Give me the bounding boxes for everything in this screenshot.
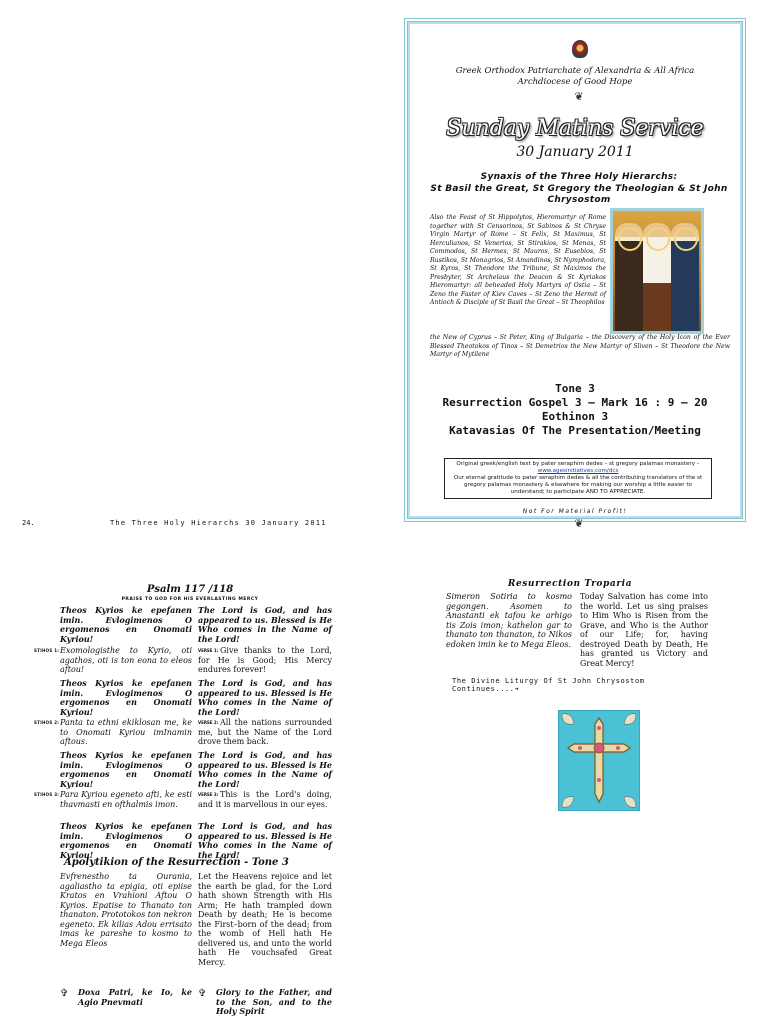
- three-hierarchs-icon: [610, 208, 704, 334]
- patriarchate-line-1: Greek Orthodox Patriarchate of Alexandria & All Africa: [455, 66, 695, 76]
- apolytikion-english: Let the Heavens rejoice and let the earth be glad, for the Lord hath shown Strength with His Arm; He hath trampled down Death by death; He is become the First–born of the dead; from the womb of Hell hath He delivered us, and unto the world hath He vouchsafed Great Mercy.: [198, 872, 332, 967]
- not-for-profit-label: Not For Material Profit!: [522, 508, 628, 515]
- refrain-greek: Theos Kyrios ke epefanen imin. Evlogimenos O ergomenos en Onomati Kyriou!: [60, 821, 192, 860]
- saint-figure-icon: [615, 223, 643, 331]
- glory-english: Glory to the Father, and to the Son, and to the Holy Spirit: [216, 987, 332, 1016]
- verse-english: Give thanks to the Lord, for He is Good; His Mercy endures forever!: [198, 646, 332, 674]
- refrain-greek: Theos Kyrios ke epefanen imin. Evlogimenos O ergomenos en Onomati Kyriou!: [60, 605, 192, 644]
- running-title: The Three Holy Hierarchs 30 January 2011: [110, 519, 327, 527]
- flourish-icon: ❦: [574, 90, 584, 103]
- credits-line-2: Our eternal gratitude to pater seraphim dedes & all the contributing translators of the st gregory palamas monastery & elsewhere for making our worship a little easier to understand; to participate AND TO APPRECIATE.: [453, 475, 703, 495]
- refrain-greek: Theos Kyrios ke epefanen imin. Evlogimenos O ergomenos en Onomati Kyriou!: [60, 678, 192, 717]
- troparia-title: Resurrection Troparia: [507, 579, 633, 589]
- synaxis-line-2: St Basil the Great, St Gregory the Theologian & St John Chrysostom: [430, 183, 728, 205]
- patriarchate-crest-icon: [572, 40, 588, 58]
- tone-block: [408, 382, 742, 438]
- psalm-title: Psalm 117 /118: [146, 584, 234, 595]
- feast-text-continued: the New of Cyprus – St Peter, King of Bulgaria – the Discovery of the Holy Icon of the Ever Blessed Theotokos of Tinos – St Demetrios the New Martyr of Sliven – St Theodore the New Martyr of Mytilene: [430, 334, 730, 358]
- apolytikion-greek: Evfrenestho ta Ourania, agaliastho ta epigia, oti epiise Kratos en Vrahioni Aftou O Kyrios. Epatise to Thanato ton thanaton. Prototokos ton nekron egeneto. Ek kilias Adou errisato imas ke pareshe to kosmo to Mega Eleos: [60, 872, 192, 948]
- cover-title: Sunday Matins Service: [446, 116, 704, 141]
- verse-label-english: VERSE 2:: [198, 720, 219, 725]
- synaxis-line-1: Synaxis of the Three Holy Hierarchs:: [480, 172, 678, 182]
- refrain-english: The Lord is God, and has appeared to us. Blessed is He Who comes in the Name of the Lord!: [198, 821, 332, 860]
- cross-small-icon: ✞: [198, 988, 207, 999]
- verse-label-english: VERSE 1:: [198, 648, 219, 653]
- verse-label-english: VERSE 3:: [198, 792, 219, 797]
- patriarchate-heading: [408, 66, 742, 88]
- saint-figure-icon: [643, 223, 671, 331]
- troparia-english: Today Salvation has come into the world. Let us sing praises to Him Who is Risen from the Grave, and Who is the Author of our Life; for, having destroyed Death by Death, He has granted us Victory and Great Mercy!: [580, 592, 708, 668]
- verse-greek: Para Kyriou egeneto afti, ke esti thavmasti en ofthalmis imon.: [60, 790, 192, 809]
- liturgy-continues-label: The Divine Liturgy Of St John Chrysostom Continues....➔: [452, 677, 645, 693]
- credits-line-1: Original greek/english text by pater seraphim dedes – st gregory palamas monastery –: [456, 461, 700, 467]
- saint-figure-icon: [671, 223, 699, 331]
- cross-small-icon: ✞: [60, 988, 69, 999]
- refrain-english: The Lord is God, and has appeared to us. Blessed is He Who comes in the Name of the Lord!: [198, 678, 332, 717]
- verse-label-greek: STIHOS 2:: [34, 720, 60, 725]
- psalm-subtitle: PRAISE TO GOD FOR HIS EVERLASTING MERCY: [121, 597, 259, 602]
- verse-english: All the nations surrounded me, but the Name of the Lord drove them back.: [198, 718, 332, 746]
- troparia-greek: Simeron Sotiria to kosmo gegongen. Asomen to Anastanti ek tafou ke arhigo tis Zois imon; kathelon gar to thanato ton thanaton, to Nikos edoken imin ke to Mega Eleos.: [446, 592, 572, 649]
- cover-date: 30 January 2011: [516, 144, 634, 160]
- synaxis-heading: [420, 172, 738, 207]
- credits-link[interactable]: www.agesinitiatives.com/dcs: [537, 468, 619, 474]
- ornate-cross-icon: [558, 710, 640, 811]
- verse-label-greek: STIHOS 3:: [34, 792, 60, 797]
- verse-greek: Exomologisthe to Kyrio, oti agathos, oti is ton eona to eleos aftou!: [60, 646, 192, 674]
- refrain-english: The Lord is God, and has appeared to us. Blessed is He Who comes in the Name of the Lord!: [198, 605, 332, 644]
- refrain-english: The Lord is God, and has appeared to us. Blessed is He Who comes in the Name of the Lord!: [198, 750, 332, 789]
- patriarchate-line-2: Archdiocese of Good Hope: [517, 77, 633, 87]
- verse-english: This is the Lord's doing, and it is marvellous in our eyes.: [198, 790, 332, 809]
- katavasias-label: Katavasias Of The Presentation/Meeting: [449, 424, 701, 437]
- page-number: 24.: [22, 519, 35, 527]
- feast-text: Also the Feast of St Hippolytos, Hieromartyr of Rome together with St Censorinos, St Sabinos & St Chryse Virgin Martyr of Rome – St Felix, St Maximus, St Herculianos, St Venerios, St Stirakios, St Menas, St Commodos, St Hermes, St Mauros, St Eusebios, St Rustikos, St Monagrios, St Amandinos, St Nymphodora, St Kyros, St Theodore the Tribune, St Maximos the Presbyter, St Archelaus the Deacon & St Kyriakos Hieromartyr: all beheaded Holy Martyrs of Ostia – St Zeno the Faster of Kiev Caves – St Zeno the Hermit of Antioch & Disciple of St Basil the Great – St Theophilos: [430, 214, 606, 306]
- tone-label: Tone 3: [555, 382, 595, 395]
- refrain-greek: Theos Kyrios ke epefanen imin. Evlogimenos O ergomenos en Onomati Kyriou!: [60, 750, 192, 789]
- eothinon-label: Eothinon 3: [541, 410, 609, 423]
- glory-greek: Doxa Patri, ke Io, ke Agio Pnevmati: [78, 987, 192, 1007]
- apolytikion-title: Apolytikion of the Resurrection - Tone 3: [64, 857, 289, 868]
- credits-box: [444, 458, 712, 499]
- gospel-label: Resurrection Gospel 3 – Mark 16 : 9 – 20: [442, 396, 708, 409]
- verse-greek: Panta ta ethni ekiklosan me, ke to Onomati Kyriou imInamin aftous.: [60, 718, 192, 746]
- verse-label-greek: STIHOS 1:: [34, 648, 60, 653]
- cover-panel: [404, 18, 746, 530]
- flourish-bottom-icon: ❦: [574, 517, 584, 530]
